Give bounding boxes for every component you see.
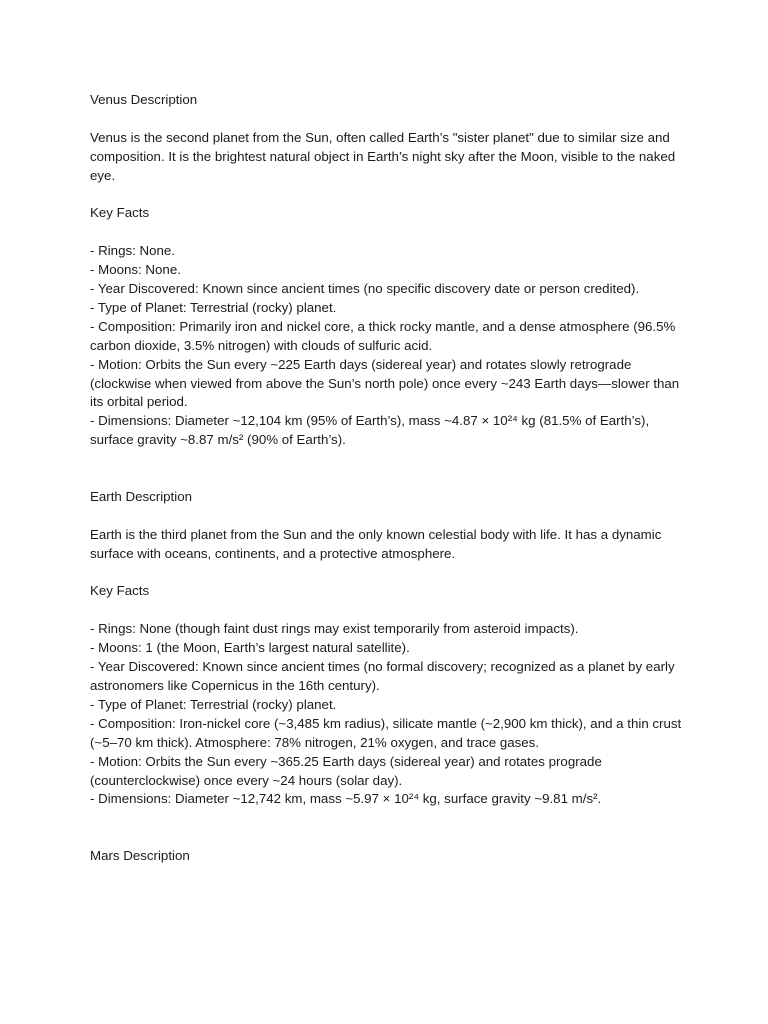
venus-fact-moons: - Moons: None. [90,262,181,278]
earth-heading: Earth Description [90,488,192,504]
earth-fact-dimensions: - Dimensions: Diameter ~12,742 km, mass ~5.97 × 10²⁴ kg, surface gravity ~9.81 m/s². [90,791,602,807]
earth-facts-list [90,620,690,809]
document-body [90,91,690,866]
venus-fact-dimensions: - Dimensions: Diameter ~12,104 km (95% of Earth’s), mass ~4.87 × 10²⁴ kg (81.5% of Earth’s), surface gravity ~8.87 m/s² (90% of Earth’s). [90,413,650,448]
venus-intro: Venus is the second planet from the Sun, often called Earth’s "sister planet" due to similar size and composition. It is the brightest natural object in Earth’s night sky after the Moon, visible to the naked eye. [90,129,676,183]
venus-facts-heading: Key Facts [90,205,150,221]
venus-fact-motion: - Motion: Orbits the Sun every ~225 Earth days (sidereal year) and rotates slowly retrograde (clockwise when viewed from above the Sun’s north pole) once every ~243 Earth days—slower than its orbital period. [90,356,680,410]
earth-fact-composition: - Composition: Iron-nickel core (~3,485 km radius), silicate mantle (~2,900 km thick), and a thin crust (~5–70 km thick). Atmosphere: 78% nitrogen, 21% oxygen, and trace gases. [90,715,682,750]
venus-fact-rings: - Rings: None. [90,243,175,259]
venus-heading: Venus Description [90,92,198,107]
venus-fact-year-discovered: - Year Discovered: Known since ancient times (no specific discovery date or person credited). [90,281,640,297]
earth-facts-heading: Key Facts [90,583,150,599]
earth-fact-moons: - Moons: 1 (the Moon, Earth’s largest natural satellite). [90,640,410,656]
mars-section [90,847,690,866]
venus-fact-type: - Type of Planet: Terrestrial (rocky) planet. [90,299,337,315]
mars-heading: Mars Description [90,848,190,864]
venus-facts-list [90,242,690,450]
earth-section [90,488,690,809]
earth-fact-type: - Type of Planet: Terrestrial (rocky) planet. [90,696,337,712]
earth-fact-year-discovered: - Year Discovered: Known since ancient times (no formal discovery; recognized as a planet by early astronomers like Copernicus in the 16th century). [90,659,675,693]
venus-fact-composition: - Composition: Primarily iron and nickel core, a thick rocky mantle, and a dense atmosphere (96.5% carbon dioxide, 3.5% nitrogen) with clouds of sulfuric acid. [90,318,676,353]
earth-fact-motion: - Motion: Orbits the Sun every ~365.25 Earth days (sidereal year) and rotates prograde (counterclockwise) once every ~24 hours (solar day). [90,753,602,788]
earth-intro: Earth is the third planet from the Sun and the only known celestial body with life. It has a dynamic surface with oceans, continents, and a protective atmosphere. [90,526,662,561]
venus-section [90,91,690,450]
earth-fact-rings: - Rings: None (though faint dust rings may exist temporarily from asteroid impacts). [90,621,579,637]
